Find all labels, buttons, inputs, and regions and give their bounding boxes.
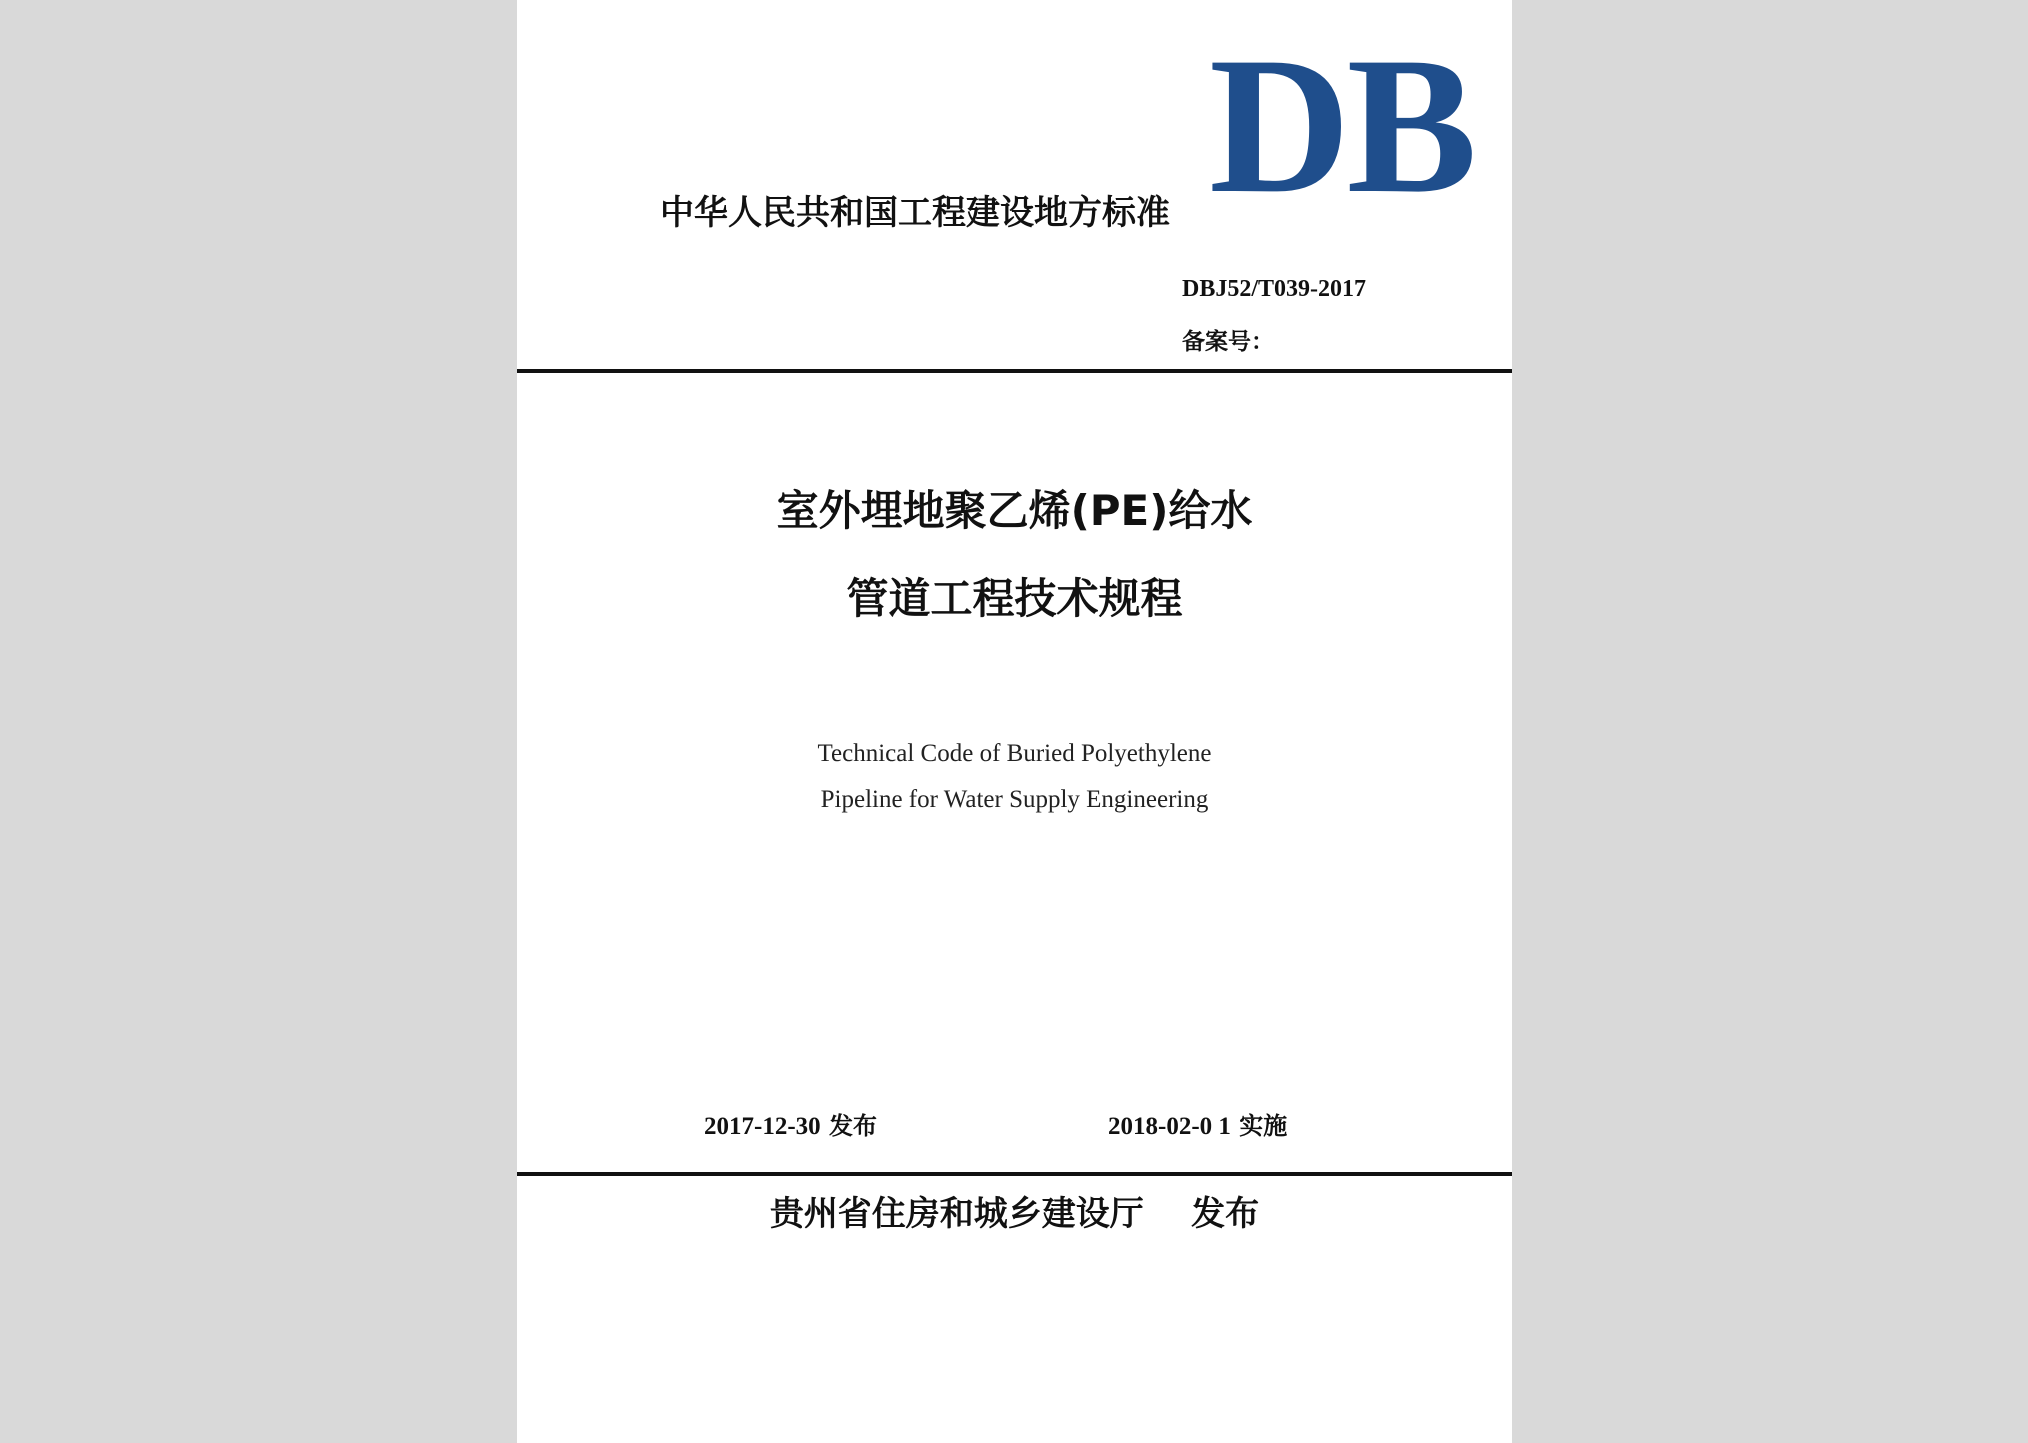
standard-number: DBJ52/T039-2017 (1182, 276, 1367, 302)
implementation-date-line (1108, 1106, 1287, 1141)
bottom-divider (517, 1172, 1512, 1176)
top-divider (517, 369, 1512, 373)
implementation-date: 2018-02-0 1 (1108, 1113, 1231, 1140)
document-title-line-2: 管道工程技术规程 (846, 574, 1183, 623)
standard-type-heading: 中华人民共和国工程建设地方标准 (660, 193, 1170, 233)
english-title-line-1: Technical Code of Buried Polyethylene (817, 740, 1212, 767)
filing-number-label: 备案号： (1182, 329, 1274, 355)
implementation-label: 实施 (1239, 1112, 1288, 1140)
db-logo: DB (1209, 17, 1474, 234)
release-label: 发布 (829, 1112, 878, 1140)
release-date: 2017-12-30 (704, 1113, 821, 1140)
english-title-line-2: Pipeline for Water Supply Engineering (820, 786, 1209, 813)
release-date-line (704, 1106, 877, 1141)
document-title-line-1: 室外埋地聚乙烯(PE)给水 (776, 486, 1253, 535)
document-page (517, 0, 1512, 1443)
publisher-line: 贵州省住房和城乡建设厅 发布 (769, 1194, 1260, 1234)
